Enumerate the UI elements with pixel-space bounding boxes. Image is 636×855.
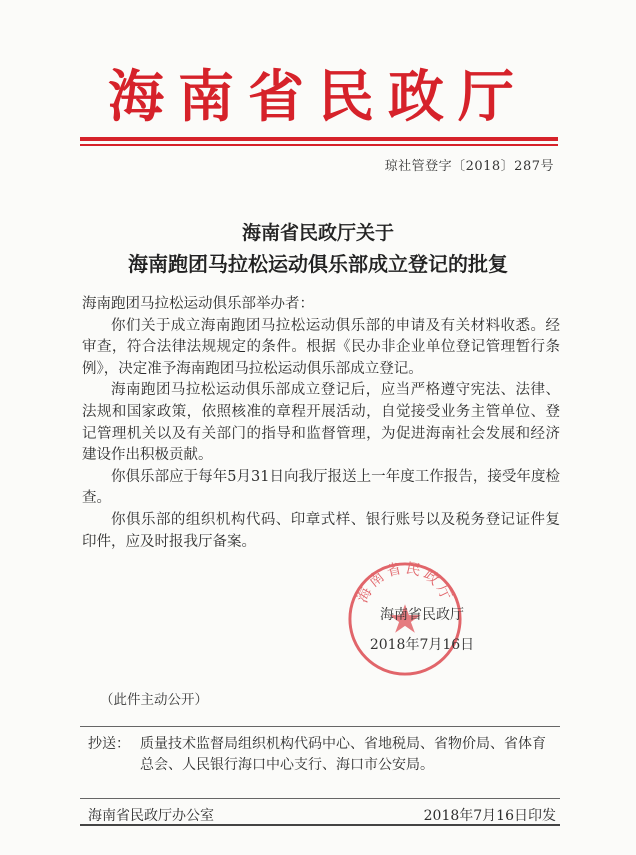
public-disclosure-note: （此件主动公开） bbox=[100, 692, 208, 708]
body-paragraph: 你俱乐部应于每年5月31日向我厅报送上一年度工作报告，接受年度检查。 bbox=[82, 468, 560, 507]
letterhead-rule-thin bbox=[80, 144, 558, 146]
title-line-2: 海南跑团马拉松运动俱乐部成立登记的批复 bbox=[128, 252, 508, 276]
letter-body bbox=[82, 294, 560, 553]
cc-label: 抄送： bbox=[88, 736, 130, 752]
letterhead-rule-thick bbox=[80, 137, 558, 141]
seal-text: 海南省民政厅 bbox=[353, 560, 457, 606]
signature-block bbox=[352, 600, 492, 660]
document-number: 琼社管登字〔2018〕287号 bbox=[384, 159, 554, 174]
divider-middle bbox=[80, 798, 560, 799]
issue-date: 2018年7月16日 bbox=[369, 637, 475, 653]
body-paragraph: 你们关于成立海南跑团马拉松运动俱乐部的申请及有关材料收悉。经审查，符合法律法规规定的条件。根据《民办非企业单位登记管理暂行条例》，决定准予海南跑团马拉松运动俱乐部成立登记。 bbox=[82, 317, 560, 377]
salutation: 海南跑团马拉松运动俱乐部举办者： bbox=[82, 296, 314, 312]
footer-print-date: 2018年7月16日印发 bbox=[423, 808, 556, 824]
divider-top bbox=[80, 726, 560, 727]
title-line-1: 海南省民政厅关于 bbox=[241, 222, 394, 244]
footer-office: 海南省民政厅办公室 bbox=[88, 808, 214, 824]
body-paragraph: 海南跑团马拉松运动俱乐部成立登记后，应当严格遵守宪法、法律、法规和国家政策，依照核准的章程开展活动，自觉接受业务主管单位、登记管理机关以及有关部门的指导和监督管理，为促进海南社会发展和经济建设作出积极贡献。 bbox=[82, 382, 560, 464]
divider-bottom bbox=[80, 824, 560, 826]
body-paragraph: 你俱乐部的组织机构代码、印章式样、银行账号以及税务登记证件复印件，应及时报我厅备案。 bbox=[82, 511, 560, 550]
agency-letterhead: 海南省民政厅 bbox=[108, 64, 528, 130]
cc-recipients: 质量技术监督局组织机构代码中心、省地税局、省物价局、省体育总会、人民银行海口中心支行、海口市公安局。 bbox=[140, 736, 546, 773]
issuer-name: 海南省民政厅 bbox=[380, 607, 464, 623]
svg-text:海南省民政厅 bbox=[354, 560, 456, 605]
